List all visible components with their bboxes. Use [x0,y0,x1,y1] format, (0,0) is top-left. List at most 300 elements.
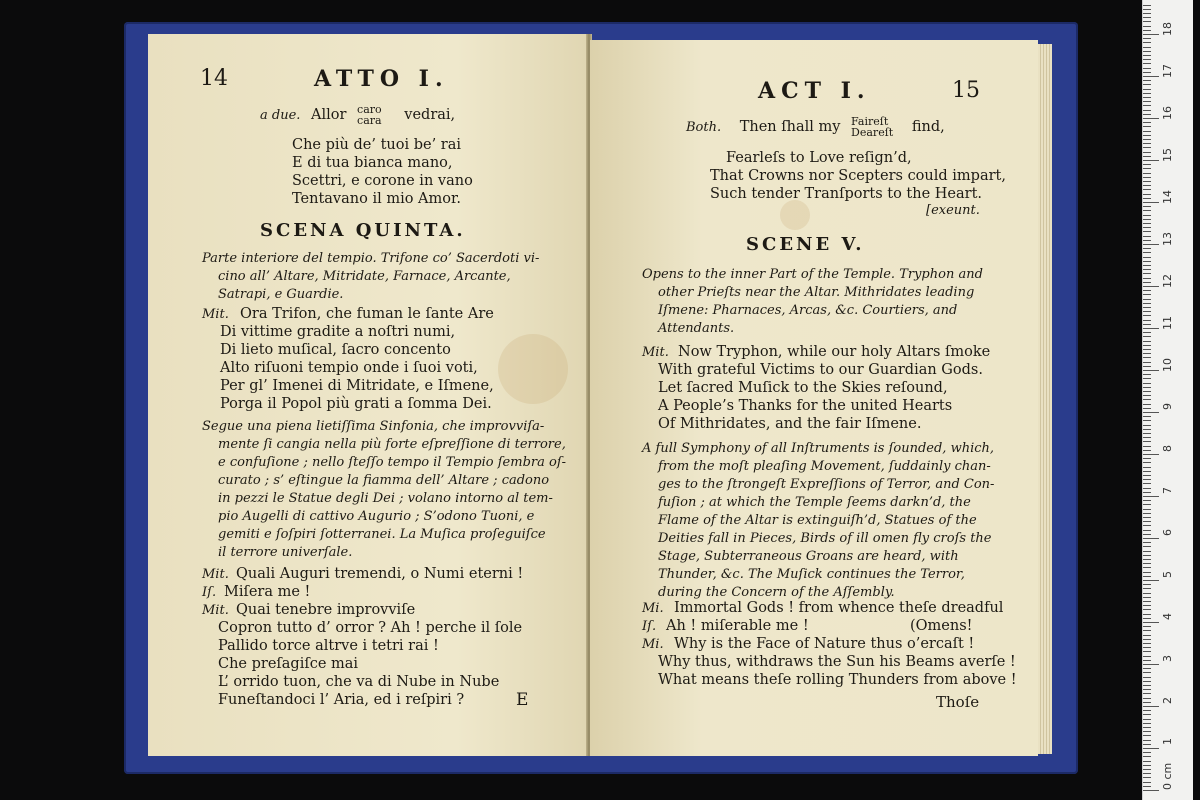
ruler-tick [1143,231,1151,232]
ruler-tick [1143,265,1151,266]
ruler-tick [1143,160,1159,161]
ruler-tick [1143,446,1151,447]
ruler-tick [1143,257,1151,258]
stage-direction-line: fuſion ; at which the Temple ſeems darkn’d, the [658,495,971,510]
ruler-tick [1143,282,1151,283]
ruler-tick [1143,580,1159,581]
verse-line: Pallido torce altrve i tetri rai ! [218,638,439,654]
ruler-tick [1143,614,1151,615]
ruler-tick [1143,324,1151,325]
ruler-tick [1143,320,1151,321]
stage-direction-line: Parte interiore del tempio. Trifone co’ Sacerdoti vi- [202,251,540,266]
ruler-tick [1143,34,1159,35]
ruler-tick [1143,13,1151,14]
ruler-label: 10 [1161,358,1174,372]
ruler-tick [1143,269,1151,270]
verse-line: Such tender Tranſports to the Heart. [710,186,983,202]
ruler-tick [1143,756,1151,757]
ruler-tick [1143,215,1151,216]
ruler-tick [1143,97,1151,98]
duet-prefix: Then ſhall my [739,119,841,135]
stage-direction-line: gemiti e ſoſpiri ſotterranei. La Muſica proſeguiſce [218,527,546,542]
verse-line: Miſera me ! [224,584,311,600]
running-head: ACT I. [758,78,871,104]
stage-direction-line: mente ſi cangia nella più forte eſpreſſione di terrore, [218,437,566,452]
ruler-tick [1143,567,1151,568]
ruler-tick [1143,483,1151,484]
ruler-tick [1143,748,1159,749]
ruler-tick [1143,462,1151,463]
ruler-tick [1143,21,1151,22]
ruler-tick [1143,740,1151,741]
ruler-tick [1143,362,1151,363]
ruler-tick [1143,706,1159,707]
ruler-tick [1143,769,1151,770]
verse-line: Quai tenebre improvviſe [236,602,416,618]
stage-direction-line: Satrapi, e Guardie. [218,287,344,302]
ruler-tick [1143,408,1151,409]
verse-line: Of Mithridates, and the fair Iſmene. [658,416,922,432]
ruler-tick [1143,131,1151,132]
ruler-tick [1143,286,1159,287]
choice-top: Faireſt [851,115,889,128]
ruler-label: 7 [1161,487,1174,494]
ruler-tick [1143,668,1151,669]
duet-line [686,116,945,138]
ruler-tick [1143,731,1151,732]
ruler-tick [1143,454,1159,455]
ruler-tick [1143,458,1151,459]
verse-line: E di tua bianca mano, [292,155,453,171]
ruler-tick [1143,38,1151,39]
ruler-tick [1143,76,1159,77]
speaker-label: Mit. [202,567,229,582]
ruler-tick [1143,790,1159,791]
ruler-tick [1143,307,1151,308]
ruler-tick [1143,530,1151,531]
ruler-label: 18 [1161,22,1174,36]
ruler-tick [1143,416,1151,417]
ruler-label: 5 [1161,571,1174,578]
verse-line: Porga il Popol più grati a ſomma Dei. [220,396,492,412]
stage-direction-line: Opens to the inner Part of the Temple. Tryphon and [642,267,983,282]
ruler-tick [1143,689,1151,690]
choice-top: caro [357,103,382,116]
ruler-tick [1143,555,1151,556]
stage-direction-line: pio Augelli di cattivo Augurio ; S’odono Tuoni, e [218,509,535,524]
ruler-tick [1143,101,1151,102]
ruler-tick [1143,576,1151,577]
verse-line: Di lieto muſical, ſacro concento [220,342,451,358]
right-page [590,40,1038,756]
ruler-tick [1143,303,1151,304]
ruler-tick [1143,404,1151,405]
ruler-tick [1143,177,1151,178]
ruler-tick [1143,782,1151,783]
ruler-tick [1143,236,1151,237]
verse-line: Why thus, withdraws the Sun his Beams averſe ! [658,654,1016,670]
speaker-label: Mit. [202,603,229,618]
stage-direction-line: from the moſt pleaſing Movement, ſuddainly chan- [658,459,991,474]
ruler-tick [1143,572,1151,573]
scene-heading: SCENA QUINTA. [260,220,466,241]
ruler-tick [1143,744,1151,745]
page-number: 14 [200,66,228,91]
ruler-tick [1143,429,1151,430]
duet-prefix: Allor [311,107,347,123]
ruler-tick [1143,17,1151,18]
verse-line: What means theſe rolling Thunders from above ! [658,672,1017,688]
choice-bottom: Deareſt [851,126,894,139]
stage-direction-line: ges to the ſtrongeſt Expreſſions of Terror, and Con- [658,477,995,492]
ruler-tick [1143,181,1151,182]
ruler-tick [1143,504,1151,505]
ruler-tick [1143,471,1151,472]
duet-line [260,104,455,126]
stage-direction-line: Attendants. [658,321,735,336]
paper-stain [780,200,810,230]
ruler-tick [1143,513,1151,514]
ruler-tick [1143,630,1151,631]
ruler-tick [1143,395,1151,396]
verse-line: Che più de’ tuoi be’ rai [292,137,462,153]
ruler-tick [1143,370,1159,371]
ruler-tick [1143,437,1151,438]
ruler-tick [1143,9,1151,10]
ruler-tick [1143,651,1151,652]
ruler-tick [1143,702,1151,703]
ruler-tick [1143,139,1151,140]
ruler-tick [1143,714,1151,715]
ruler-tick [1143,727,1151,728]
verse-line: Alto riſuoni tempio onde i ſuoi voti, [220,360,478,376]
ruler-tick [1143,357,1151,358]
ruler-tick [1143,538,1159,539]
ruler-tick [1143,168,1151,169]
ruler-tick [1143,189,1151,190]
ruler-tick [1143,345,1151,346]
ruler-label: 13 [1161,232,1174,246]
catchword: Thoſe [936,693,980,711]
ruler-tick [1143,55,1151,56]
verse-line: Per gl’ Imenei di Mitridate, e Iſmene, [220,378,494,394]
ruler-tick [1143,156,1151,157]
ruler-tick [1143,643,1151,644]
ruler-tick [1143,143,1151,144]
ruler-tick [1143,5,1151,6]
ruler-tick [1143,765,1151,766]
ruler-label: 2 [1161,697,1174,704]
verse-line: Now Tryphon, while our holy Altars ſmoke [678,344,991,360]
ruler-tick [1143,479,1151,480]
ruler-tick [1143,273,1151,274]
ruler-label: 1 [1161,738,1174,745]
ruler-tick [1143,219,1151,220]
ruler-tick [1143,660,1151,661]
duet-suffix: vedrai, [404,107,456,123]
ruler-tick [1143,126,1151,127]
ruler-tick [1143,387,1151,388]
choice-brace [851,116,893,138]
page-edges [1038,44,1052,754]
stage-direction-line: il terrore univerſale. [218,545,353,560]
ruler-tick [1143,72,1151,73]
ruler-tick [1143,240,1151,241]
ruler-tick [1143,681,1151,682]
scene-heading: SCENE V. [746,234,865,255]
verse-line: Quali Auguri tremendi, o Numi eterni ! [236,566,524,582]
ruler-tick [1143,710,1151,711]
verse-line: Fearleſs to Love reſign’d, [726,150,912,166]
stage-direction-line: curato ; s’ eſtingue la fiamma dell’ Altare ; cadono [218,473,550,488]
ruler-tick [1143,399,1151,400]
verse-line: With grateful Victims to our Guardian Gods. [658,362,983,378]
duet-suffix: find, [911,119,945,135]
verse-line: Copron tutto d’ orror ? Ah ! perche il ſole [218,620,523,636]
ruler-tick [1143,366,1151,367]
ruler-tick [1143,63,1151,64]
ruler-tick [1143,698,1151,699]
ruler-tick [1143,559,1151,560]
ruler-tick [1143,252,1151,253]
ruler-tick [1143,299,1151,300]
ruler-tick [1143,761,1151,762]
ruler-tick [1143,752,1151,753]
ruler-tick [1143,656,1151,657]
ruler-tick [1143,173,1151,174]
speaker-label: Both. [686,120,722,135]
ruler-tick [1143,294,1151,295]
ruler-tick [1143,152,1151,153]
stage-direction-line: other Prieſts near the Altar. Mithridates leading [658,285,975,300]
ruler-label: 11 [1161,316,1174,330]
stage-direction-line: Thunder, &c. The Muſick continues the Terror, [658,567,965,582]
ruler-tick [1143,336,1151,337]
ruler-tick [1143,26,1151,27]
catchword: E [516,690,529,710]
ruler-tick [1143,290,1151,291]
ruler-tick [1143,475,1151,476]
ruler-tick [1143,500,1151,501]
ruler-tick [1143,588,1151,589]
ruler-tick [1143,492,1151,493]
ruler-tick [1143,89,1151,90]
verse-line: Ora Trifon, che fuman le ſante Are [240,306,494,322]
ruler-tick [1143,30,1151,31]
ruler-tick [1143,425,1151,426]
ruler-tick [1143,672,1151,673]
ruler-tick [1143,93,1151,94]
speaker-label: Mit. [202,307,229,322]
ruler-tick [1143,59,1151,60]
ruler-tick [1143,420,1151,421]
ruler-tick [1143,122,1151,123]
stage-direction-line: in pezzi le Statue degli Dei ; volano intorno al tem- [218,491,553,506]
ruler-tick [1143,244,1159,245]
page-number: 15 [952,78,980,103]
ruler-tick [1143,349,1151,350]
verse-line: Che preſagiſce mai [218,656,359,672]
stage-direction-line: Flame of the Altar is extinguiſh’d, Statues of the [658,513,977,528]
ruler-tick [1143,525,1151,526]
ruler-tick [1143,378,1151,379]
choice-brace [357,104,382,126]
ruler-tick [1143,719,1151,720]
ruler-tick [1143,551,1151,552]
ruler-tick [1143,147,1151,148]
verse-line: Funeſtandoci l’ Aria, ed i reſpiri ? [218,692,465,708]
ruler-tick [1143,374,1151,375]
ruler-tick [1143,47,1151,48]
ruler-label: 9 [1161,403,1174,410]
verse-line: Scettri, e corone in vano [292,173,473,189]
ruler-tick [1143,723,1151,724]
speaker-label: Iſ. [202,585,217,600]
ruler-tick [1143,110,1151,111]
ruler-label: 16 [1161,106,1174,120]
ruler-label: 6 [1161,529,1174,536]
speaker-label: a due. [260,108,301,123]
stage-direction-line: e confuſione ; nello ſteſſo tempo il Tempio ſembra oſ- [218,455,567,470]
verse-line: Ah ! miſerable me ! [666,618,809,634]
ruler-tick [1143,206,1151,207]
paper-stain [498,334,568,404]
ruler-tick [1143,635,1151,636]
ruler-tick [1143,261,1151,262]
stage-direction-line: Iſmene: Pharnaces, Arcas, &c. Courtiers, and [658,303,958,318]
ruler-tick [1143,135,1151,136]
ruler-tick [1143,194,1151,195]
speaker-label: Mi. [642,637,664,652]
measuring-ruler [1142,0,1193,800]
ruler-tick [1143,496,1159,497]
ruler-tick [1143,202,1159,203]
ruler-tick [1143,639,1151,640]
verse-line: L’ orrido tuon, che va di Nube in Nube [218,674,500,690]
ruler-tick [1143,509,1151,510]
ruler-tick [1143,735,1151,736]
ruler-tick [1143,521,1151,522]
verse-continuation: (Omens! [910,618,973,634]
stage-direction-line: Stage, Subterraneous Groans are heard, with [658,549,959,564]
ruler-tick [1143,647,1151,648]
ruler-tick [1143,42,1151,43]
exeunt-direction: [exeunt. [926,203,980,218]
ruler-tick [1143,332,1151,333]
speaker-label: Iſ. [642,619,657,634]
ruler-tick [1143,593,1151,594]
ruler-tick [1143,315,1151,316]
ruler-tick [1143,622,1159,623]
ruler-tick [1143,412,1159,413]
stage-direction-line: Segue una piena lietiſſima Sinfonia, che improvviſa- [202,419,545,434]
ruler-tick [1143,664,1159,665]
speaker-label: Mi. [642,601,664,616]
verse-line: Let ſacred Muſick to the Skies reſound, [658,380,948,396]
verse-line: That Crowns nor Scepters could impart, [710,168,1006,184]
ruler-tick [1143,677,1151,678]
ruler-tick [1143,542,1151,543]
ruler-tick [1143,114,1151,115]
ruler-label: 0 cm [1161,762,1174,790]
speaker-label: Mit. [642,345,669,360]
ruler-tick [1143,164,1151,165]
ruler-tick [1143,433,1151,434]
ruler-tick [1143,777,1151,778]
left-page [148,34,588,756]
ruler-tick [1143,546,1151,547]
ruler-tick [1143,198,1151,199]
stage-direction-line: A full Symphony of all Inſtruments is ſounded, which, [642,441,995,456]
ruler-tick [1143,80,1151,81]
ruler-tick [1143,563,1151,564]
ruler-tick [1143,773,1151,774]
ruler-label: 14 [1161,190,1174,204]
ruler-tick [1143,618,1151,619]
stage-direction-line: Deities fall in Pieces, Birds of ill omen fly croſs the [658,531,992,546]
ruler-tick [1143,210,1151,211]
ruler-tick [1143,534,1151,535]
ruler-tick [1143,693,1151,694]
ruler-tick [1143,68,1151,69]
ruler-tick [1143,685,1151,686]
ruler-tick [1143,605,1151,606]
ruler-tick [1143,391,1151,392]
ruler-label: 3 [1161,655,1174,662]
ruler-tick [1143,118,1159,119]
ruler-tick [1143,227,1151,228]
ruler-tick [1143,223,1151,224]
verse-line: Why is the Face of Nature thus o’ercaſt ! [674,636,975,652]
choice-bottom: cara [357,114,382,127]
ruler-tick [1143,105,1151,106]
ruler-label: 8 [1161,445,1174,452]
ruler-tick [1143,353,1151,354]
stage-direction-line: cino all’ Altare, Mitridate, Farnace, Arcante, [218,269,511,284]
ruler-tick [1143,488,1151,489]
ruler-tick [1143,341,1151,342]
ruler-tick [1143,278,1151,279]
verse-line: Di vittime gradite a noſtri numi, [220,324,456,340]
verse-line: Tentavano il mio Amor. [292,191,461,207]
ruler-label: 12 [1161,274,1174,288]
ruler-tick [1143,450,1151,451]
running-head: ATTO I. [314,66,449,92]
ruler-label: 4 [1161,613,1174,620]
ruler-tick [1143,185,1151,186]
ruler-label: 17 [1161,64,1174,78]
ruler-tick [1143,597,1151,598]
ruler-tick [1143,584,1151,585]
verse-line: A People’s Thanks for the united Hearts [658,398,953,414]
ruler-tick [1143,626,1151,627]
ruler-tick [1143,328,1159,329]
ruler-tick [1143,248,1151,249]
ruler-tick [1143,383,1151,384]
stage-direction-line: during the Concern of the Aſſembly. [658,585,895,600]
ruler-tick [1143,517,1151,518]
verse-line: Immortal Gods ! from whence theſe dreadful [674,600,1004,616]
ruler-tick [1143,441,1151,442]
ruler-tick [1143,311,1151,312]
ruler-tick [1143,601,1151,602]
ruler-tick [1143,51,1151,52]
ruler-tick [1143,84,1151,85]
ruler-tick [1143,467,1151,468]
ruler-tick [1143,609,1151,610]
ruler-label: 15 [1161,148,1174,162]
ruler-tick [1143,786,1151,787]
